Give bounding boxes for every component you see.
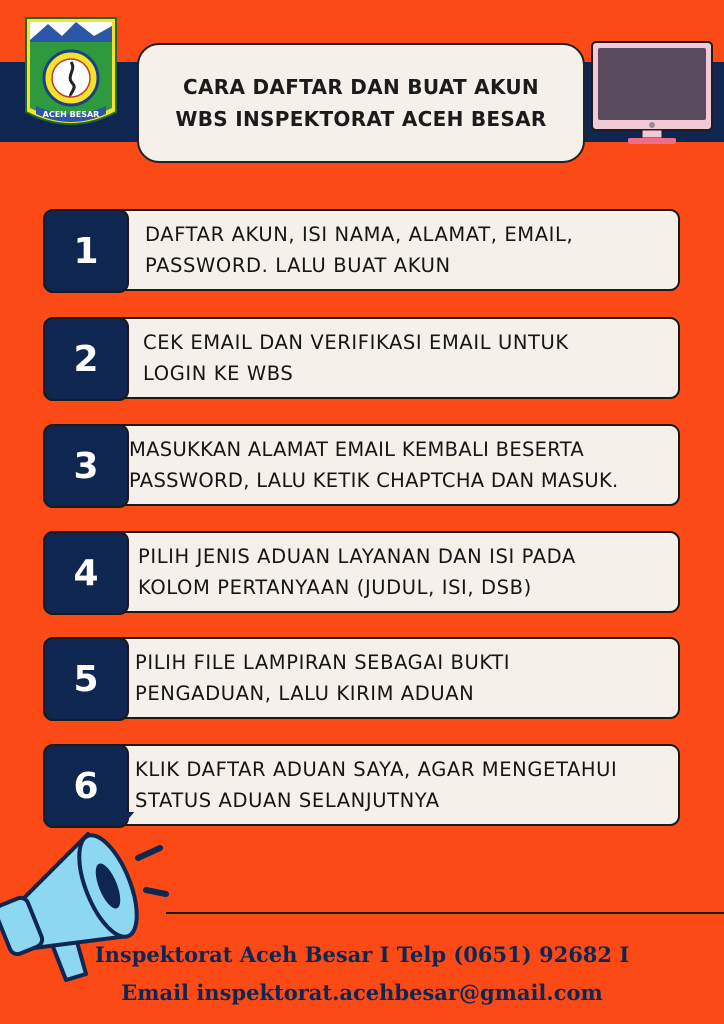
step-item <box>43 531 680 615</box>
step-item <box>43 424 680 508</box>
step-number: 3 <box>43 424 129 508</box>
logo-text: ACEH BESAR <box>42 110 100 119</box>
step-line-1: PILIH JENIS ADUAN LAYANAN DAN ISI PADA <box>138 545 576 568</box>
step-line-2: LOGIN KE WBS <box>143 362 294 385</box>
step-line-2: PASSWORD, LALU KETIK CHAPTCHA DAN MASUK. <box>129 469 619 492</box>
step-line-1: PILIH FILE LAMPIRAN SEBAGAI BUKTI <box>135 651 511 674</box>
aceh-besar-logo <box>22 14 120 136</box>
step-item <box>43 637 680 721</box>
step-line-2: KOLOM PERTANYAAN (JUDUL, ISI, DSB) <box>138 576 532 599</box>
step-number: 5 <box>43 637 129 721</box>
step-number: 1 <box>43 209 129 293</box>
step-number: 2 <box>43 317 129 401</box>
step-line-1: KLIK DAFTAR ADUAN SAYA, AGAR MENGETAHUI <box>135 758 618 781</box>
title-box <box>137 43 585 163</box>
footer-email-line: Email inspektorat.acehbesar@gmail.com <box>121 980 603 1005</box>
step-line-1: MASUKKAN ALAMAT EMAIL KEMBALI BESERTA <box>129 438 585 461</box>
step-line-2: STATUS ADUAN SELANJUTNYA <box>135 789 440 812</box>
page-title-line-2: WBS INSPEKTORAT ACEH BESAR <box>175 107 547 131</box>
step-number: 6 <box>43 744 129 828</box>
step-text-box <box>103 531 680 613</box>
step-text-box <box>103 424 680 506</box>
footer-divider <box>166 912 724 914</box>
monitor-icon <box>590 40 714 148</box>
step-line-1: CEK EMAIL DAN VERIFIKASI EMAIL UNTUK <box>143 331 569 354</box>
step-item <box>43 209 680 293</box>
step-text-box <box>103 744 680 826</box>
step-line-1: DAFTAR AKUN, ISI NAMA, ALAMAT, EMAIL, <box>145 223 574 246</box>
step-text-box <box>103 317 680 399</box>
step-line-2: PENGADUAN, LALU KIRIM ADUAN <box>135 682 475 705</box>
page-title-line-1: CARA DAFTAR DAN BUAT AKUN <box>183 75 539 99</box>
step-item <box>43 317 680 401</box>
step-line-2: PASSWORD. LALU BUAT AKUN <box>145 254 451 277</box>
step-text-box <box>103 209 680 291</box>
step-text-box <box>103 637 680 719</box>
step-number: 4 <box>43 531 129 615</box>
footer-contact-line: Inspektorat Aceh Besar I Telp (0651) 92682 I <box>94 942 630 967</box>
